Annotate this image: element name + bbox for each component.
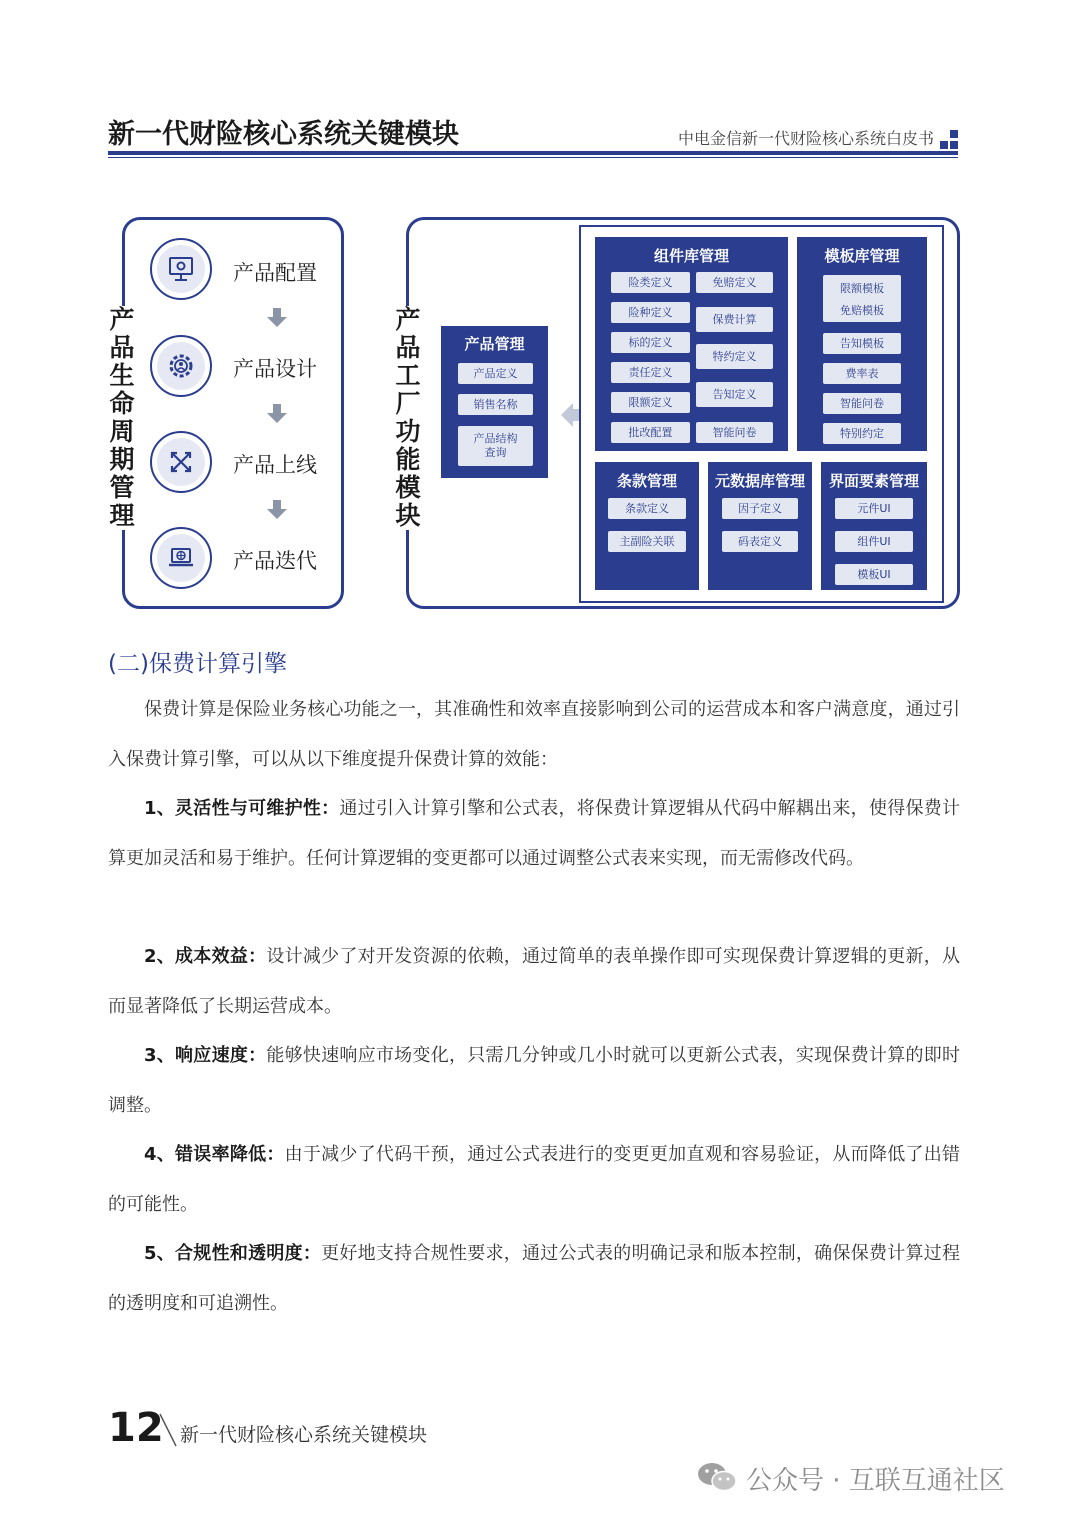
monitor-gear-icon xyxy=(166,254,196,284)
section-title: (二)保费计算引擎 xyxy=(108,651,287,677)
component-item: 免赔定义 xyxy=(696,272,773,293)
header-logo-square-3 xyxy=(950,141,958,149)
point-text: 更好地支持合规性要求，通过公式表的明确记录和版本控制，确保保费计算过程的透明度和可追溯性。 xyxy=(108,1243,960,1314)
point-paragraph xyxy=(108,1229,960,1328)
step-2-label: 产品设计 xyxy=(233,357,317,381)
component-item: 限额定义 xyxy=(611,392,690,413)
ui-mgmt-title: 界面要素管理 xyxy=(828,472,919,490)
point-text: 能够快速响应市场变化，只需几分钟或几小时就可以更新公式表，实现保费计算的即时调整。 xyxy=(108,1045,960,1116)
product-mgmt-item: 产品定义 xyxy=(458,363,533,384)
lifecycle-title: 产品生命周期管理 xyxy=(105,306,139,530)
step-1-circle xyxy=(150,238,212,300)
template-item: 限额模板 xyxy=(840,282,884,295)
product-mgmt-title: 产品管理 xyxy=(464,335,525,353)
factory-title: 产品工厂功能模块 xyxy=(391,306,425,530)
point-head: 2、成本效益： xyxy=(144,946,267,967)
template-item: 特别约定 xyxy=(823,423,901,444)
page-number: 12 xyxy=(108,1405,164,1451)
component-item: 告知定义 xyxy=(696,382,773,407)
point-head: 4、错误率降低： xyxy=(144,1144,285,1165)
laptop-globe-icon xyxy=(166,543,196,573)
intro-text: 保费计算是保险业务核心功能之一，其准确性和效率直接影响到公司的运营成本和客户满意度，通过引入保费计算引擎，可以从以下维度提升保费计算的效能： xyxy=(108,699,960,770)
component-item: 保费计算 xyxy=(696,307,773,332)
clause-item: 主副险关联 xyxy=(608,531,686,552)
component-item: 批改配置 xyxy=(611,422,690,443)
ui-item: 模板UI xyxy=(835,564,913,585)
point-head: 1、灵活性与可维护性： xyxy=(144,798,340,819)
product-mgmt-item: 销售名称 xyxy=(458,394,533,415)
template-item: 告知模板 xyxy=(823,333,901,354)
metadata-item: 码表定义 xyxy=(722,531,798,552)
component-item: 险类定义 xyxy=(611,272,690,293)
step-4-label: 产品迭代 xyxy=(233,549,317,573)
step-3-label: 产品上线 xyxy=(233,453,317,477)
point-head: 5、合规性和透明度： xyxy=(144,1243,322,1264)
header-logo-square-2 xyxy=(940,141,948,149)
component-item: 智能问卷 xyxy=(696,422,773,443)
header-subtitle: 中电金信新一代财险核心系统白皮书 xyxy=(677,129,934,148)
header-rule-thick xyxy=(108,151,958,155)
down-arrow-icon xyxy=(266,500,288,524)
clause-mgmt-title: 条款管理 xyxy=(616,472,677,490)
metadata-item: 因子定义 xyxy=(722,498,798,519)
down-arrow-icon xyxy=(266,404,288,428)
component-item: 责任定义 xyxy=(611,362,690,383)
point-paragraph xyxy=(108,1130,960,1229)
template-lib-title: 模板库管理 xyxy=(824,247,900,265)
component-item: 标的定义 xyxy=(611,332,690,353)
template-item: 费率表 xyxy=(823,363,901,384)
expand-arrows-icon xyxy=(166,447,196,477)
point-paragraph xyxy=(108,1031,960,1130)
point-text: 通过引入计算引擎和公式表，将保费计算逻辑从代码中解耦出来，使得保费计算更加灵活和易于维护。任何计算逻辑的变更都可以通过调整公式表来实现，而无需修改代码。 xyxy=(108,798,960,869)
header-title: 新一代财险核心系统关键模块 xyxy=(108,119,459,150)
product-mgmt-item: 产品结构查询 xyxy=(458,426,533,466)
wechat-icon xyxy=(696,1460,738,1498)
point-paragraph xyxy=(108,784,960,883)
ui-item: 组件UI xyxy=(835,531,913,552)
footer-slash xyxy=(158,1412,178,1452)
down-arrow-icon xyxy=(266,308,288,332)
step-3-circle xyxy=(150,431,212,493)
point-text: 设计减少了对开发资源的依赖，通过简单的表单操作即可实现保费计算逻辑的更新，从而显著降低了长期运营成本。 xyxy=(108,946,960,1017)
step-4-circle xyxy=(150,527,212,589)
intro-paragraph xyxy=(108,685,960,784)
step-1-label: 产品配置 xyxy=(233,261,317,285)
component-item: 险种定义 xyxy=(611,302,690,323)
point-head: 3、响应速度： xyxy=(144,1045,267,1066)
clause-item: 条款定义 xyxy=(608,498,686,519)
header-logo-square-1 xyxy=(950,130,958,138)
component-lib-title: 组件库管理 xyxy=(653,247,729,265)
template-item: 免赔模板 xyxy=(840,304,884,317)
step-2-circle xyxy=(150,335,212,397)
watermark-text: 公众号 · 互联互通社区 xyxy=(746,1466,1005,1496)
gear-person-icon xyxy=(166,351,196,381)
template-item: 智能问卷 xyxy=(823,393,901,414)
ui-item: 元件UI xyxy=(835,498,913,519)
header-rule-thin xyxy=(108,157,958,158)
footer-text: 新一代财险核心系统关键模块 xyxy=(180,1424,428,1446)
component-item: 特约定义 xyxy=(696,344,773,369)
metadata-mgmt-title: 元数据库管理 xyxy=(714,472,805,490)
point-paragraph xyxy=(108,932,960,1031)
point-text: 由于减少了代码干预，通过公式表进行的变更更加直观和容易验证，从而降低了出错的可能性。 xyxy=(108,1144,960,1215)
